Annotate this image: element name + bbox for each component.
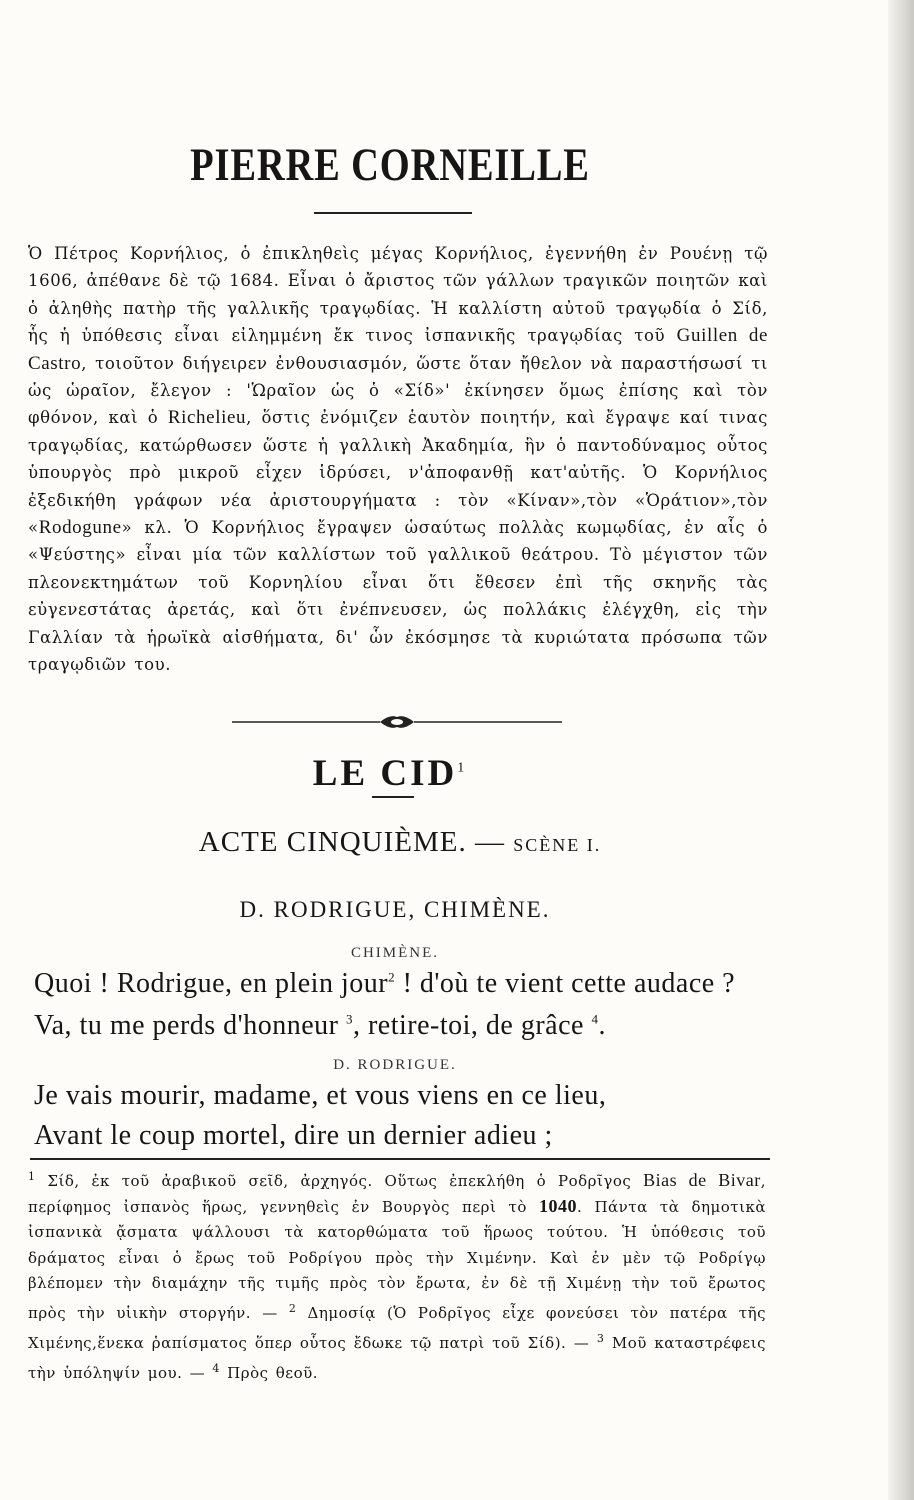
footnote-4-text: Πρὸς θεοῦ. — [219, 1364, 318, 1383]
scene-label: SCÈNE I. — [513, 835, 602, 855]
rodogune-name: Rodogune — [38, 517, 122, 539]
verse-text: Quoi ! Rodrigue, en plein jour — [34, 968, 389, 999]
play-title — [0, 752, 780, 795]
verse-line: Avant le coup mortel, dire un dernier adieu ; — [34, 1120, 553, 1151]
play-title-text: LE CID — [312, 753, 458, 794]
act-dash: — — [474, 826, 505, 858]
year-1040: 1040 — [539, 1196, 578, 1217]
footnotes — [28, 1164, 766, 1387]
verse-line — [34, 968, 794, 1000]
footnote-ref-3: 3 — [345, 1011, 353, 1027]
bias-de-bivar: Bias de Bivar — [643, 1170, 761, 1190]
intro-paragraph — [28, 240, 768, 679]
title-rule — [314, 212, 472, 214]
verse-text: , retire-toi, de grâce — [352, 1010, 592, 1041]
page-edge — [888, 0, 914, 1500]
ornament-divider — [232, 712, 562, 732]
footnote-ref-1: 1 — [457, 760, 468, 776]
verse-line: Je vais mourir, madame, et vous viens en ce lieu, — [34, 1080, 607, 1111]
footnote-4-mark: 4 — [212, 1362, 220, 1376]
page-title: PIERRE CORNEILLE — [190, 139, 590, 191]
speaker-chimene: CHIMÈNE. — [350, 945, 440, 961]
footnote-1-text: . Πάντα τὰ δημοτικὰ ἰσπανικὰ ᾄσματα ψάλλουσι τὰ κατορθώματα τοῦ ἥρωος τούτου. Ἡ ὑπόθεσις τοῦ δράματος εἶναι ὁ ἔρως τοῦ Ροδρίγου πρὸς τὴν Χιμένην. Καὶ ἐν μὲν τῷ Ροδρίγῳ βλέπομεν τὴν διαμάχην τῆς τιμῆς πρὸς τὸν ἔρωτα, ἐν δὲ τῇ Χιμένῃ τὴν τοῦ ἔρωτος πρὸς τὴν υἱικὴν στοργήν. — — [28, 1198, 766, 1323]
footnote-ref-4: 4 — [591, 1011, 599, 1027]
verse-line — [34, 1010, 794, 1042]
scene-characters: D. RODRIGUE, CHIMÈNE. — [239, 897, 551, 922]
footnote-3-text: Μοῦ καταστρέφεις τὴν ὑπόληψίν μου. — — [28, 1334, 766, 1383]
speaker-rodrigue: D. RODRIGUE. — [333, 1057, 457, 1073]
footnote-3-mark: 3 — [596, 1332, 605, 1346]
richelieu-name: Richelieu — [167, 407, 247, 429]
verse-text: ! d'où te vient cette audace ? — [395, 968, 736, 999]
play-title-rule — [372, 796, 414, 798]
intro-text-4: » κλ. Ὁ Κορνήλιος ἔγραψεν ὡσαύτως πολλὰς κωμῳδίας, ἐν αἷς ὁ «Ψεύστης» εἶναι μία τῶν καλλίστων τοῦ γαλλικοῦ θεάτρου. Τὸ μέγιστον τῶν πλεονεκτημάτων τοῦ Κορνηλίου εἶναι ὅτι ἔθεσεν ἐπὶ τῆς σκηνῆς τὰς εὐγενεστάτας ἀρετάς, καὶ ὅτι ἐνέπνευσεν, ὡς πολλάκις ἐλέγχθη, εἰς τὴν Γαλλίαν τὰ ἡρωϊκὰ αἰσθήματα, δι' ὧν ἐκόσμησε τὰ κυριώτατα πρόσωπα τῶν τραγῳδιῶν του. — [28, 518, 768, 675]
footnote-2-text: Δημοσίᾳ (Ὁ Ροδρῖγος εἶχε φονεύσει τὸν πατέρα τῆς Χιμένης,ἕνεκα ῥαπίσματος ὅπερ οὗτος ἔδωκε τῷ πατρὶ τοῦ Σίδ). — — [28, 1304, 766, 1353]
intro-text-1: Ὁ Πέτρος Κορνήλιος, ὁ ἐπικληθεὶς μέγας Κορνήλιος, ἐγεννήθη ἐν Ρουένῃ τῷ 1606, ἀπέθανε δὲ τῷ 1684. Εἶναι ὁ ἄριστος τῶν γάλλων τραγικῶν ποιητῶν καὶ ὁ ἀληθὴς πατὴρ τῆς γαλλικῆς τραγῳδίας. Ἡ καλλίστη αὐτοῦ τραγῳδία ὁ Σίδ, ἧς ἡ ὑπόθεσις εἶναι εἰλημμένη ἔκ τινος ἰσπανικῆς τραγῳδίας τοῦ — [28, 244, 768, 346]
footnote-1-mark: 1 — [28, 1170, 36, 1183]
act-heading — [0, 826, 800, 859]
verse-text: . — [598, 1010, 606, 1041]
verse-text: Va, tu me perds d'honneur — [34, 1010, 346, 1041]
footnote-2-mark: 2 — [288, 1302, 297, 1316]
intro-text-3: , ὅστις ἐνόμιζεν ἑαυτὸν ποιητήν, καὶ ἔγραψε καί τινας τραγῳδίας, κατώρθωσεν ὥστε ἡ γαλλικὴ Ἀκαδημία, ἣν ὁ παντοδύναμος οὗτος ὑπουργὸς πρὸ μικροῦ εἶχεν ἱδρύσει, ν'ἀποφανθῇ κατ'αὐτῆς. Ὁ Κορνήλιος ἐξεδικήθη γράφων νέα ἀριστουργήματα : τὸν «Κίναν»,τὸν «Ὁράτιον»,τὸν « — [28, 408, 768, 538]
intro-text-2: , τοιοῦτον διήγειρεν ἐνθουσιασμόν, ὥστε ὅταν ἤθελον νὰ παραστήσωσί τι ὡς ὡραῖον, ἔλεγον : 'Ὡραῖον ὡς ὁ «Σίδ»' ἐκίνησεν ὅμως ἐπίσης καὶ τὸν φθόνον, καὶ ὁ — [28, 353, 768, 428]
footnote-1-text: , περίφημος ἰσπανὸς ἥρως, γεννηθεὶς ἐν Βουργὸς περὶ τὸ — [28, 1172, 766, 1217]
footnote-ref-2: 2 — [388, 969, 396, 985]
author-name: Guillen de Castro — [28, 325, 768, 374]
act-label: ACTE CINQUIÈME. — [198, 826, 467, 858]
footnote-1-text: Σίδ, ἐκ τοῦ ἀραβικοῦ σεῖδ, ἀρχηγός. Οὕτως ἐπεκλήθη ὁ Ροδρῖγος — [35, 1172, 644, 1190]
footnote-rule — [30, 1158, 770, 1160]
